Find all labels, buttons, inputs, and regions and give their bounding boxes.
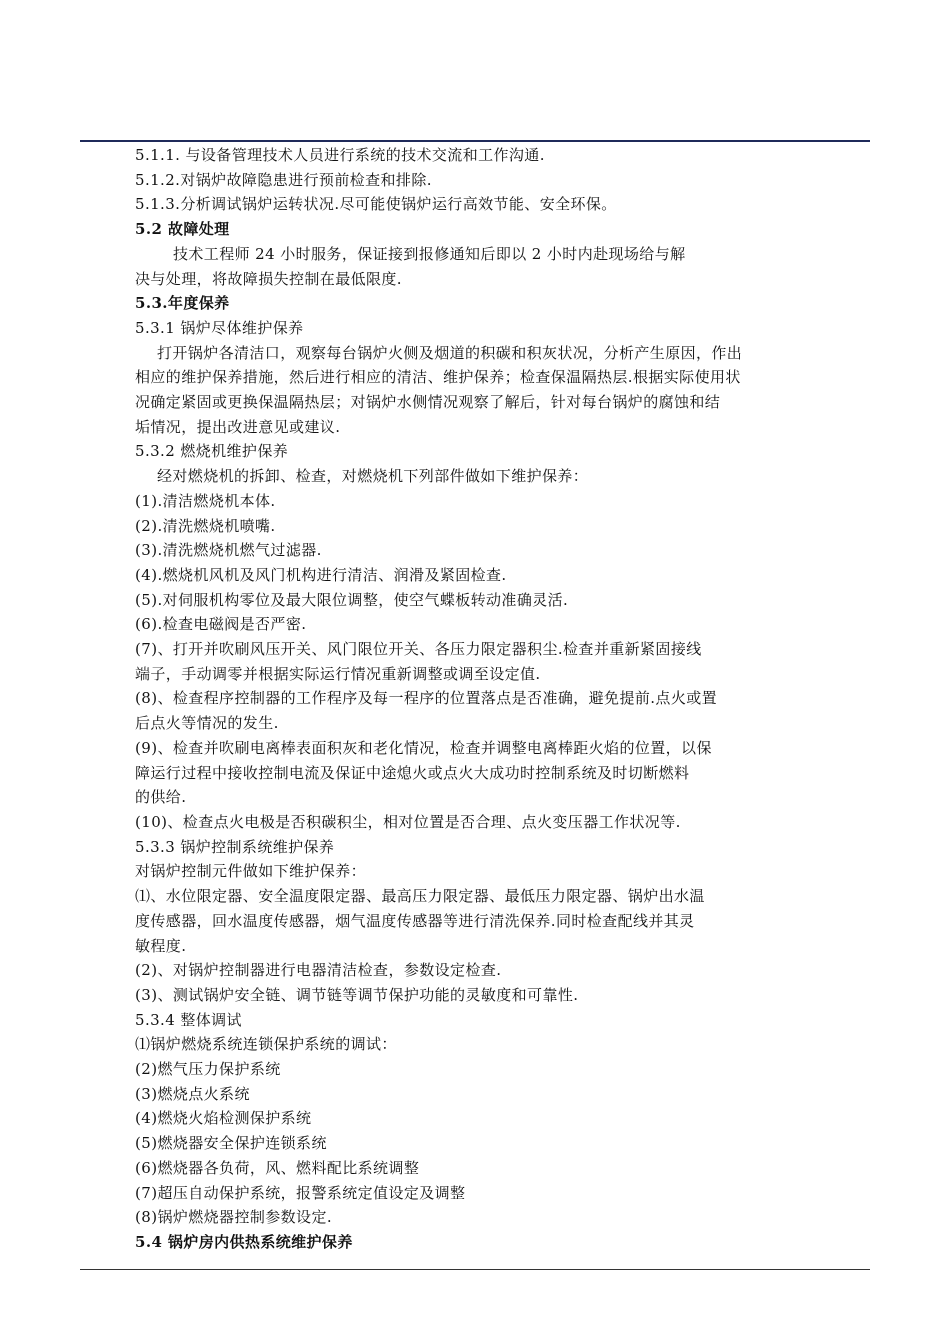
- text-line: 相应的维护保养措施，然后进行相应的清洁、维护保养；检查保温隔热层.根据实际使用状: [135, 368, 741, 387]
- text-line: (3).清洗燃烧机燃气过滤器.: [135, 541, 322, 560]
- text-line: 5.3.3 锅炉控制系统维护保养: [135, 837, 335, 856]
- text-line: 5.3.2 燃烧机维护保养: [135, 442, 289, 461]
- text-line: (10)、检查点火电极是否积碳积尘，相对位置是否合理、点火变压器工作状况等.: [135, 812, 681, 831]
- text-line: (6)燃烧器各负荷，风、燃料配比系统调整: [135, 1158, 420, 1177]
- section-heading: 5.4 锅炉房内供热系统维护保养: [135, 1232, 353, 1251]
- text-line: 度传感器，回水温度传感器，烟气温度传感器等进行清洗保养.同时检查配线并其灵: [135, 911, 695, 930]
- text-line: 后点火等情况的发生.: [135, 714, 279, 733]
- text-line: 端子，手动调零并根据实际运行情况重新调整或调至设定值.: [135, 664, 541, 683]
- text-line: 经对燃烧机的拆卸、检查，对燃烧机下列部件做如下维护保养：: [157, 467, 589, 486]
- text-line: (3)、测试锅炉安全链、调节链等调节保护功能的灵敏度和可靠性.: [135, 985, 579, 1004]
- text-line: ⑴锅炉燃烧系统连锁保护系统的调试：: [135, 1035, 397, 1054]
- section-heading: 5.3.年度保养: [135, 294, 230, 313]
- text-line: (2)、对锅炉控制器进行电器清洁检查，参数设定检查.: [135, 961, 502, 980]
- text-line: (8)、检查程序控制器的工作程序及每一程序的位置落点是否准确，避免提前.点火或置: [135, 689, 718, 708]
- text-line: (9)、检查并吹刷电离棒表面积灰和老化情况，检查并调整电离棒距火焰的位置，以保: [135, 738, 712, 757]
- document-body: [135, 143, 870, 1255]
- text-line: (4).燃烧机风机及风门机构进行清洁、润滑及紧固检查.: [135, 565, 507, 584]
- text-line: 5.3.1 锅炉尽体维护保养: [135, 318, 304, 337]
- text-line: (7)超压自动保护系统，报警系统定值设定及调整: [135, 1183, 466, 1202]
- text-line: (5).对伺服机构零位及最大限位调整，使空气蝶板转动准确灵活.: [135, 590, 569, 609]
- text-line: 决与处理，将故障损失控制在最低限度.: [135, 269, 402, 288]
- text-line: 5.1.3.分析调试锅炉运转状况.尽可能使锅炉运行高效节能、安全环保。: [135, 195, 617, 214]
- text-line: 对锅炉控制元件做如下维护保养：: [135, 862, 367, 881]
- text-line: 打开锅炉各清洁口，观察每台锅炉火侧及烟道的积碳和积灰状况，分析产生原因，作出: [157, 343, 743, 362]
- text-line: (1).清洁燃烧机本体.: [135, 491, 276, 510]
- text-line: (7)、打开并吹刷风压开关、风门限位开关、各压力限定器积尘.检查并重新紧固接线: [135, 640, 702, 659]
- text-line: (6).检查电磁阀是否严密.: [135, 615, 307, 634]
- text-line: 的供给.: [135, 788, 187, 807]
- text-line: 5.1.2.对锅炉故障隐患进行预前检查和排除.: [135, 170, 432, 189]
- text-line: 敏程度.: [135, 936, 187, 955]
- text-line: (3)燃烧点火系统: [135, 1084, 250, 1103]
- text-line: (4)燃烧火焰检测保护系统: [135, 1109, 312, 1128]
- text-line: 5.1.1. 与设备管理技术人员进行系统的技术交流和工作沟通.: [135, 146, 545, 164]
- text-line: (2).清洗燃烧机喷嘴.: [135, 516, 276, 535]
- text-line: 况确定紧固或更换保温隔热层；对锅炉水侧情况观察了解后，针对每台锅炉的腐蚀和结: [135, 393, 721, 412]
- text-line: (5)燃烧器安全保护连锁系统: [135, 1134, 327, 1153]
- section-heading: 5.2 故障处理: [135, 220, 230, 239]
- header-rule: [80, 140, 870, 142]
- text-line: 障运行过程中接收控制电流及保证中途熄火或点火大成功时控制系统及时切断燃料: [135, 763, 690, 782]
- footer-rule: [80, 1269, 870, 1270]
- text-line: (8)锅炉燃烧器控制参数设定.: [135, 1208, 333, 1227]
- text-line: (2)燃气压力保护系统: [135, 1060, 281, 1079]
- text-line: 垢情况，提出改进意见或建议.: [135, 417, 341, 436]
- text-line: 技术工程师 24 小时服务，保证接到报修通知后即以 2 小时内赴现场给与解: [173, 244, 686, 263]
- text-line: 5.3.4 整体调试: [135, 1010, 242, 1029]
- text-line: ⑴、水位限定器、安全温度限定器、最高压力限定器、最低压力限定器、锅炉出水温: [135, 887, 705, 906]
